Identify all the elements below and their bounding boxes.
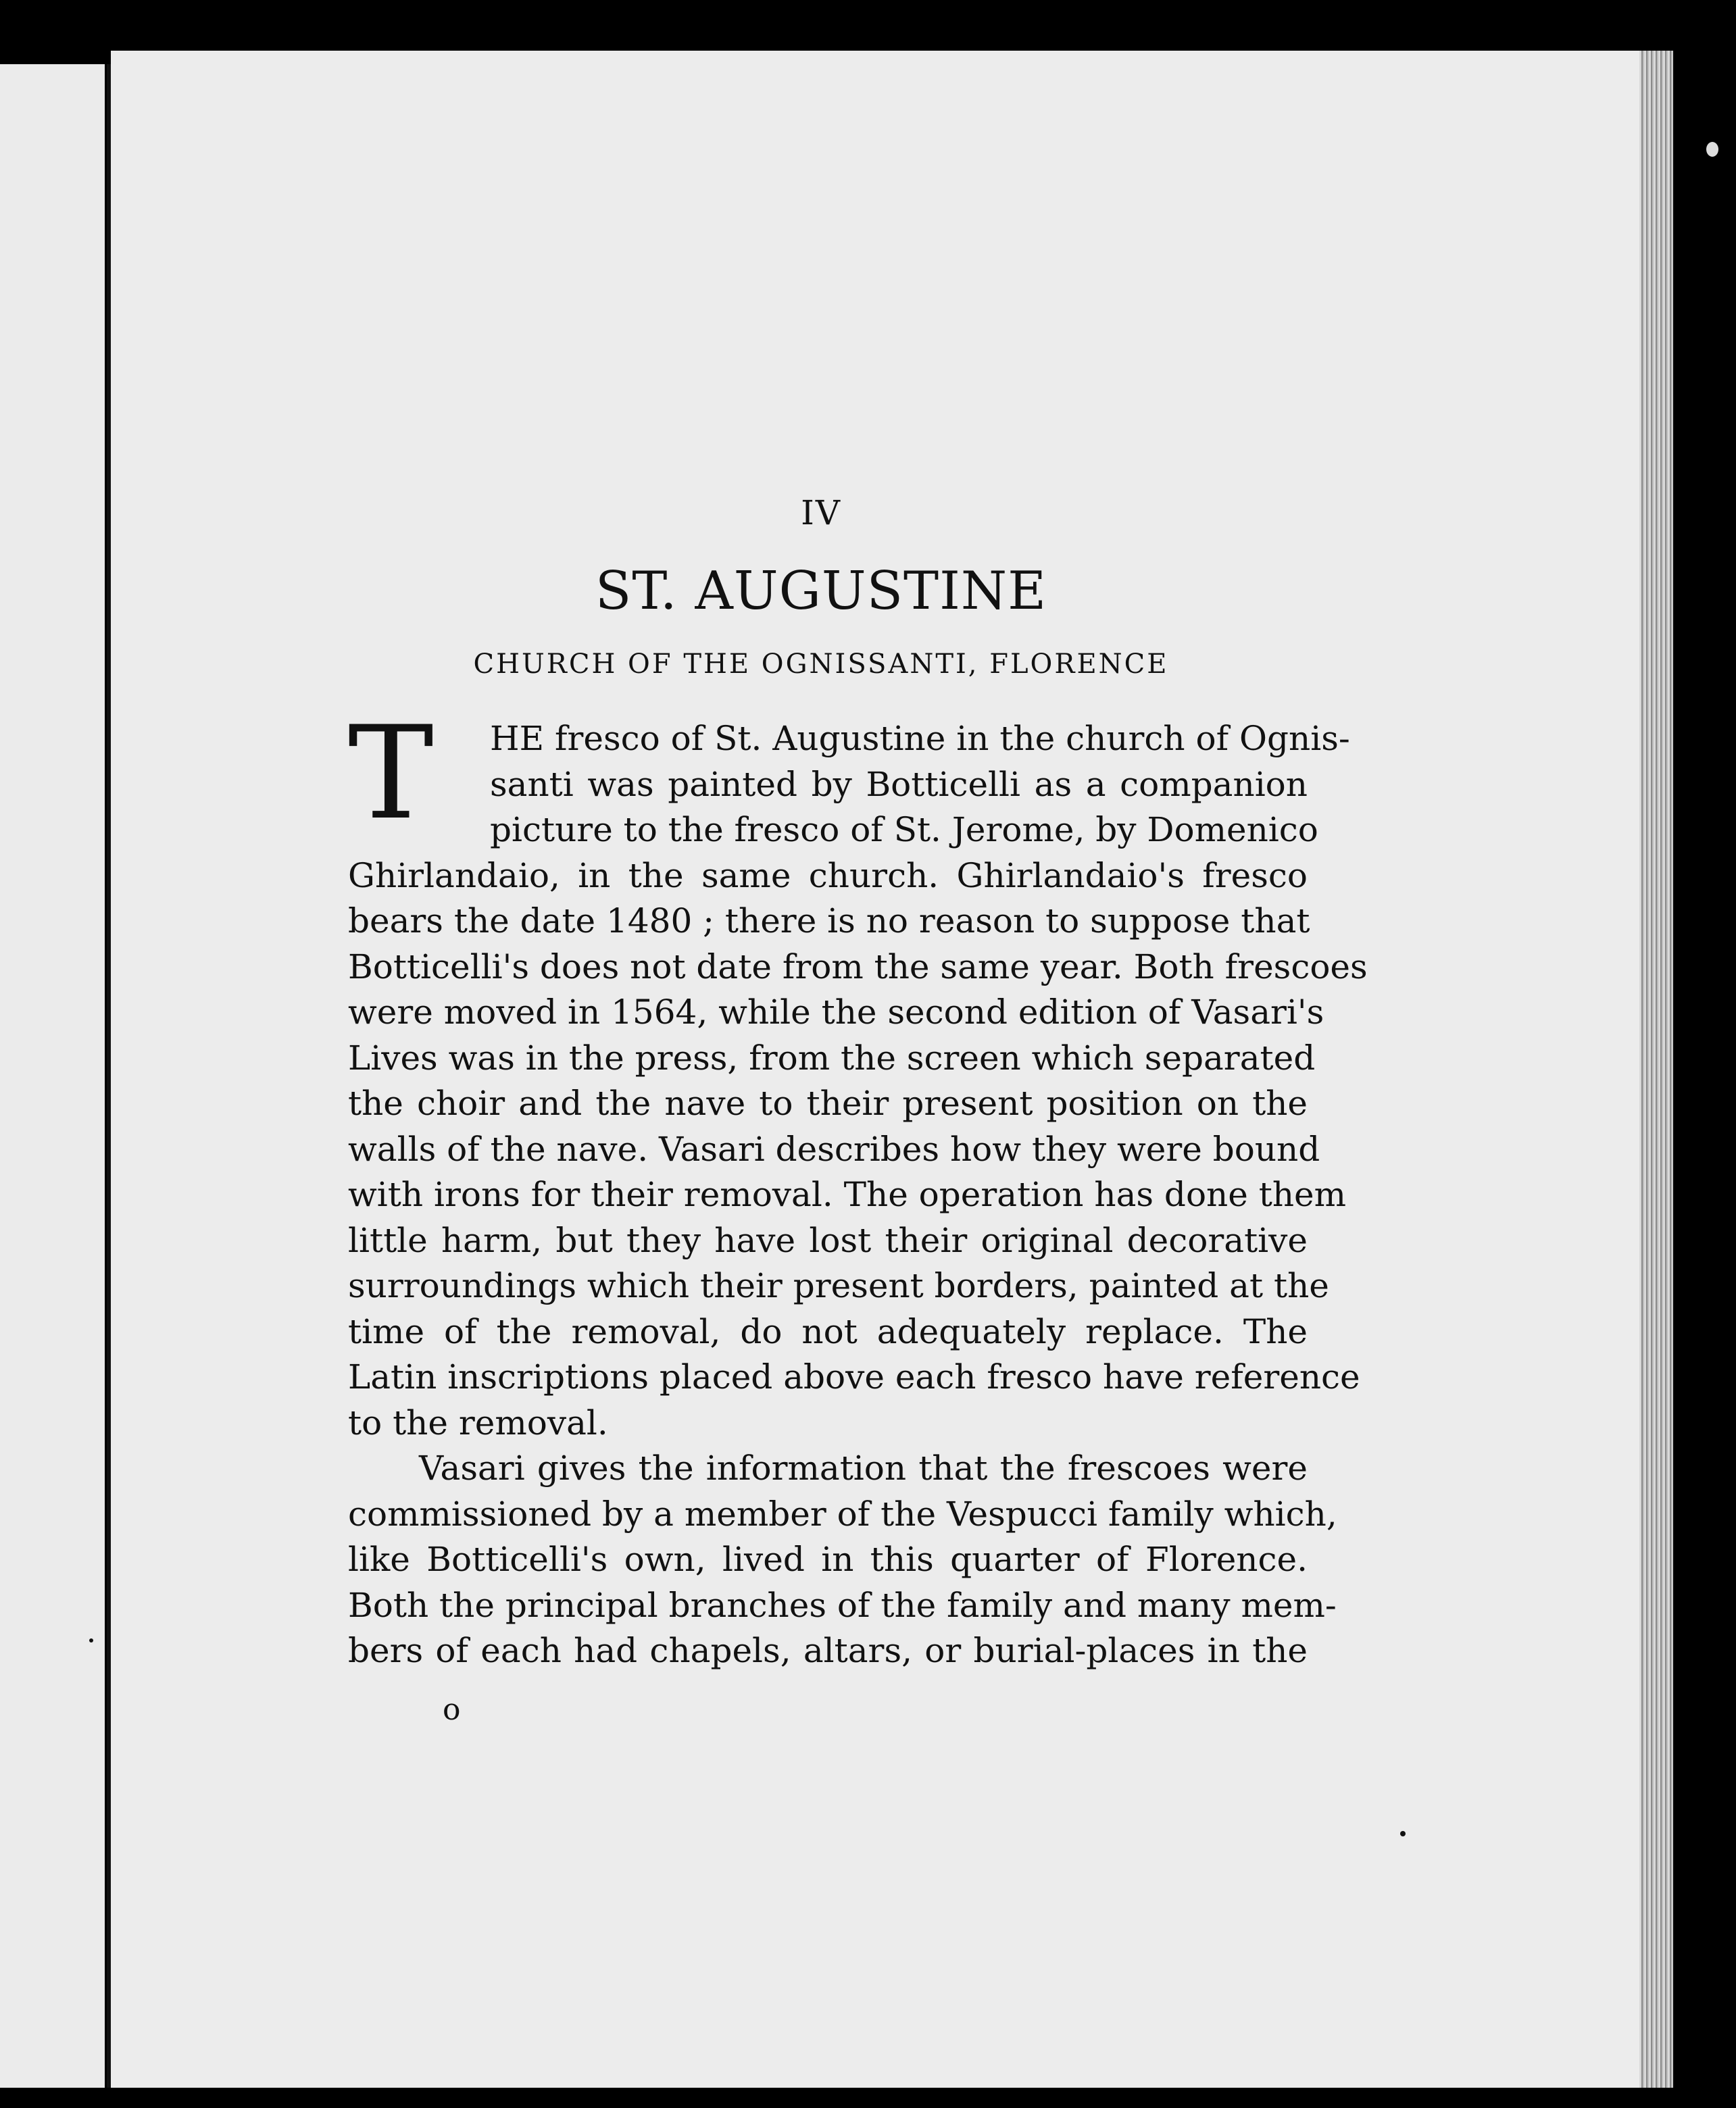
scan-right-border bbox=[1673, 41, 1736, 2108]
body-text bbox=[348, 699, 1368, 1674]
facing-page-edge bbox=[0, 64, 105, 2088]
ink-speck bbox=[1400, 1831, 1406, 1836]
text-line: commissioned by a member of the Vespucci family which, bbox=[348, 1494, 1337, 1534]
text-line: Latin inscriptions placed above each fresco have reference bbox=[348, 1357, 1360, 1397]
chapter-number: IV bbox=[801, 493, 841, 532]
text-line: walls of the nave. Vasari describes how they were bound bbox=[348, 1129, 1320, 1169]
ink-speck bbox=[89, 1638, 93, 1642]
drop-cap: T bbox=[348, 699, 434, 848]
page-stack-edges bbox=[1639, 51, 1673, 2088]
text-line: the choir and the nave to their present position on the bbox=[348, 1084, 1308, 1123]
text-line: Vasari gives the information that the frescoes were bbox=[419, 1449, 1308, 1488]
text-line: Lives was in the press, from the screen which separated bbox=[348, 1038, 1316, 1078]
text-line: santi was painted by Botticelli as a companion bbox=[490, 764, 1308, 804]
text-line: Ghirlandaio, in the same church. Ghirlandaio's fresco bbox=[348, 855, 1308, 895]
text-line: to the removal. bbox=[348, 1403, 608, 1442]
text-line: time of the removal, do not adequately replace. The bbox=[348, 1311, 1308, 1351]
text-line: HE fresco of St. Augustine in the church of Ognis- bbox=[490, 719, 1350, 758]
text-line: little harm, but they have lost their original decorative bbox=[348, 1220, 1308, 1260]
scan-top-border bbox=[0, 0, 1736, 51]
text-line: Both the principal branches of the family and many mem- bbox=[348, 1585, 1337, 1625]
text-line: picture to the fresco of St. Jerome, by Domenico bbox=[490, 810, 1318, 849]
text-line: with irons for their removal. The operation has done them bbox=[348, 1175, 1347, 1214]
chapter-subtitle: CHURCH OF THE OGNISSANTI, FLORENCE bbox=[473, 649, 1169, 680]
text-line: like Botticelli's own, lived in this quarter of Florence. bbox=[348, 1540, 1308, 1579]
chapter-title: ST. AUGUSTINE bbox=[595, 561, 1047, 622]
signature-mark: o bbox=[443, 1692, 461, 1727]
text-line: surroundings which their present borders, painted at the bbox=[348, 1266, 1329, 1305]
ink-speck bbox=[1706, 142, 1718, 157]
text-line: Botticelli's does not date from the same year. Both frescoes bbox=[348, 947, 1368, 986]
text-line: bers of each had chapels, altars, or burial-places in the bbox=[348, 1631, 1308, 1670]
text-line: were moved in 1564, while the second edition of Vasari's bbox=[348, 993, 1324, 1032]
text-line: bears the date 1480 ; there is no reason to suppose that bbox=[348, 901, 1310, 940]
